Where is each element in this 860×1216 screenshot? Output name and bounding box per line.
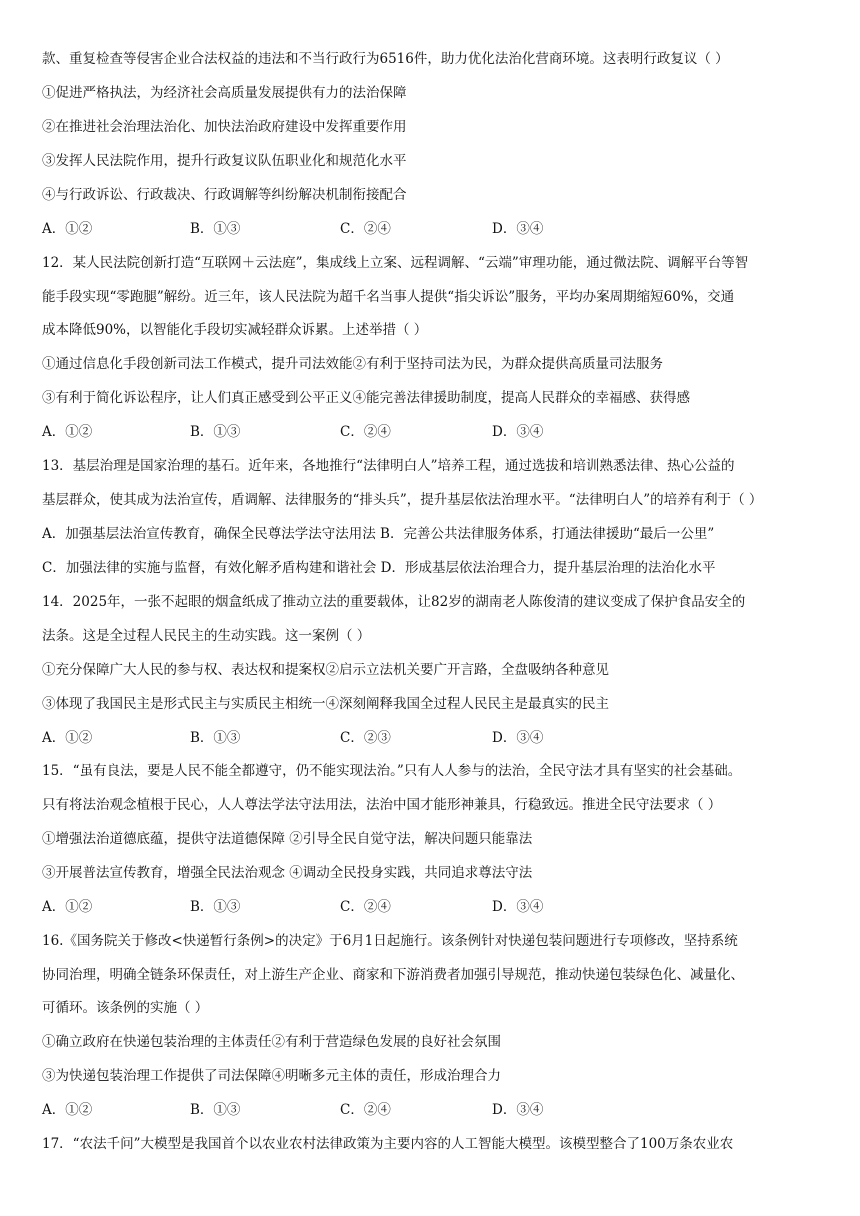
q14-option-b: B．①③ [190,730,241,746]
q16-option-a: A．①② [42,1102,93,1118]
q11-options [42,219,826,239]
q15-stem-line-2: 只有将法治观念植根于民心，人人尊法学法守法用法，法治中国才能形神兼具，行稳致远。推进全民守法要求（ ） [42,797,722,813]
q15-stem-line-1: 15．“虽有良法，要是人民不能全都遵守，仍不能实现法治。”只有人人参与的法治，全民守法才具有坚实的社会基础。 [42,763,742,779]
q11-statement-4: ④与行政诉讼、行政裁决、行政调解等纠纷解决机制衔接配合 [42,187,407,203]
q16-option-b: B．①③ [190,1102,241,1118]
q11-option-a: A．①② [42,221,93,237]
q16-stem-line-1: 16.《国务院关于修改<快递暂行条例>的决定》于6月1日起施行。该条例针对快递包装问题进行专项修改，坚持系统 [42,933,738,949]
q16-statements-1-2: ①确立政府在快递包装治理的主体责任②有利于营造绿色发展的良好社会氛围 [42,1034,501,1050]
q17-stem-line-1: 17．“农法千问”大模型是我国首个以农业农村法律政策为主要内容的人工智能大模型。该模型整合了100万条农业农 [42,1136,734,1152]
q16-stem-line-3: 可循环。该条例的实施（ ） [42,1000,209,1016]
q12-option-d: D．③④ [492,424,544,440]
q11-statement-1: ①促进严格执法，为经济社会高质量发展提供有力的法治保障 [42,85,407,101]
q11-option-d: D．③④ [492,221,544,237]
q12-options [42,422,826,442]
q12-option-a: A．①② [42,424,93,440]
q14-statements-3-4: ③体现了我国民主是形式民主与实质民主相统一④深刻阐释我国全过程人民民主是最真实的民主 [42,696,609,712]
q14-stem-line-2: 法条。这是全过程人民民主的生动实践。这一案例（ ） [42,628,371,644]
q15-statements-3-4: ③开展普法宣传教育，增强全民法治观念 ④调动全民投身实践，共同追求尊法守法 [42,865,533,881]
q16-option-d: D．③④ [492,1102,544,1118]
q14-option-d: D．③④ [492,730,544,746]
q13-options-c-d: C．加强法律的实施与监督，有效化解矛盾构建和谐社会 D．形成基层依法治理合力，提升基层治理的法治化水平 [42,560,716,576]
q13-options-a-b: A．加强基层法治宣传教育，确保全民尊法学法守法用法 B．完善公共法律服务体系，打通法律援助“最后一公里” [42,526,715,542]
q12-stem-line-3: 成本降低90%，以智能化手段切实减轻群众诉累。上述举措（ ） [42,322,428,338]
q16-options [42,1100,826,1120]
q12-stem-line-2: 能手段实现“零跑腿”解纷。近三年，该人民法院为超千名当事人提供“指尖诉讼”服务，平均办案周期缩短60%，交通 [42,289,735,305]
q14-stem-line-1: 14．2025年，一张不起眼的烟盒纸成了推动立法的重要载体，让82岁的湖南老人陈俊清的建议变成了保护食品安全的 [42,594,746,610]
q14-statements-1-2: ①充分保障广大人民的参与权、表达权和提案权②启示立法机关要广开言路，全盘吸纳各种意见 [42,662,609,678]
q16-stem-line-2: 协同治理，明确全链条环保责任，对上游生产企业、商家和下游消费者加强引导规范，推动快递包装绿色化、减量化、 [42,967,744,983]
q12-option-c: C．②④ [340,424,391,440]
q15-option-c: C．②④ [340,899,391,915]
q11-statement-3: ③发挥人民法院作用，提升行政复议队伍职业化和规范化水平 [42,153,407,169]
q13-stem-line-1: 13．基层治理是国家治理的基石。近年来，各地推行“法律明白人”培养工程，通过选拔和培训熟悉法律、热心公益的 [42,458,735,474]
q14-option-c: C．②③ [340,730,391,746]
q16-statements-3-4: ③为快递包装治理工作提供了司法保障④明晰多元主体的责任，形成治理合力 [42,1068,501,1084]
q12-statements-1-2: ①通过信息化手段创新司法工作模式，提升司法效能②有利于坚持司法为民，为群众提供高质量司法服务 [42,356,663,372]
q13-stem-line-2: 基层群众，使其成为法治宣传，盾调解、法律服务的“排头兵”，提升基层依法治理水平。“法律明白人”的培养有利于（ ） [42,492,763,508]
q14-option-a: A．①② [42,730,93,746]
q11-statement-2: ②在推进社会治理法治化、加快法治政府建设中发挥重要作用 [42,119,407,135]
q15-option-a: A．①② [42,899,93,915]
q15-options [42,897,826,917]
q15-option-d: D．③④ [492,899,544,915]
q15-statements-1-2: ①增强法治道德底蕴，提供守法道德保障 ②引导全民自觉守法，解决问题只能靠法 [42,831,533,847]
q12-option-b: B．①③ [190,424,241,440]
q12-stem-line-1: 12．某人民法院创新打造“互联网＋云法庭”，集成线上立案、远程调解、“云端”审理功能，通过微法院、调解平台等智 [42,255,749,271]
q11-option-c: C．②④ [340,221,391,237]
q12-statements-3-4: ③有利于简化诉讼程序，让人们真正感受到公平正义④能完善法律援助制度，提高人民群众的幸福感、获得感 [42,390,690,406]
q14-options [42,728,826,748]
q11-stem-continuation: 款、重复检查等侵害企业合法权益的违法和不当行政行为6516件，助力优化法治化营商环境。这表明行政复议（ ） [42,51,729,67]
q15-option-b: B．①③ [190,899,241,915]
q16-option-c: C．②④ [340,1102,391,1118]
q11-option-b: B．①③ [190,221,241,237]
